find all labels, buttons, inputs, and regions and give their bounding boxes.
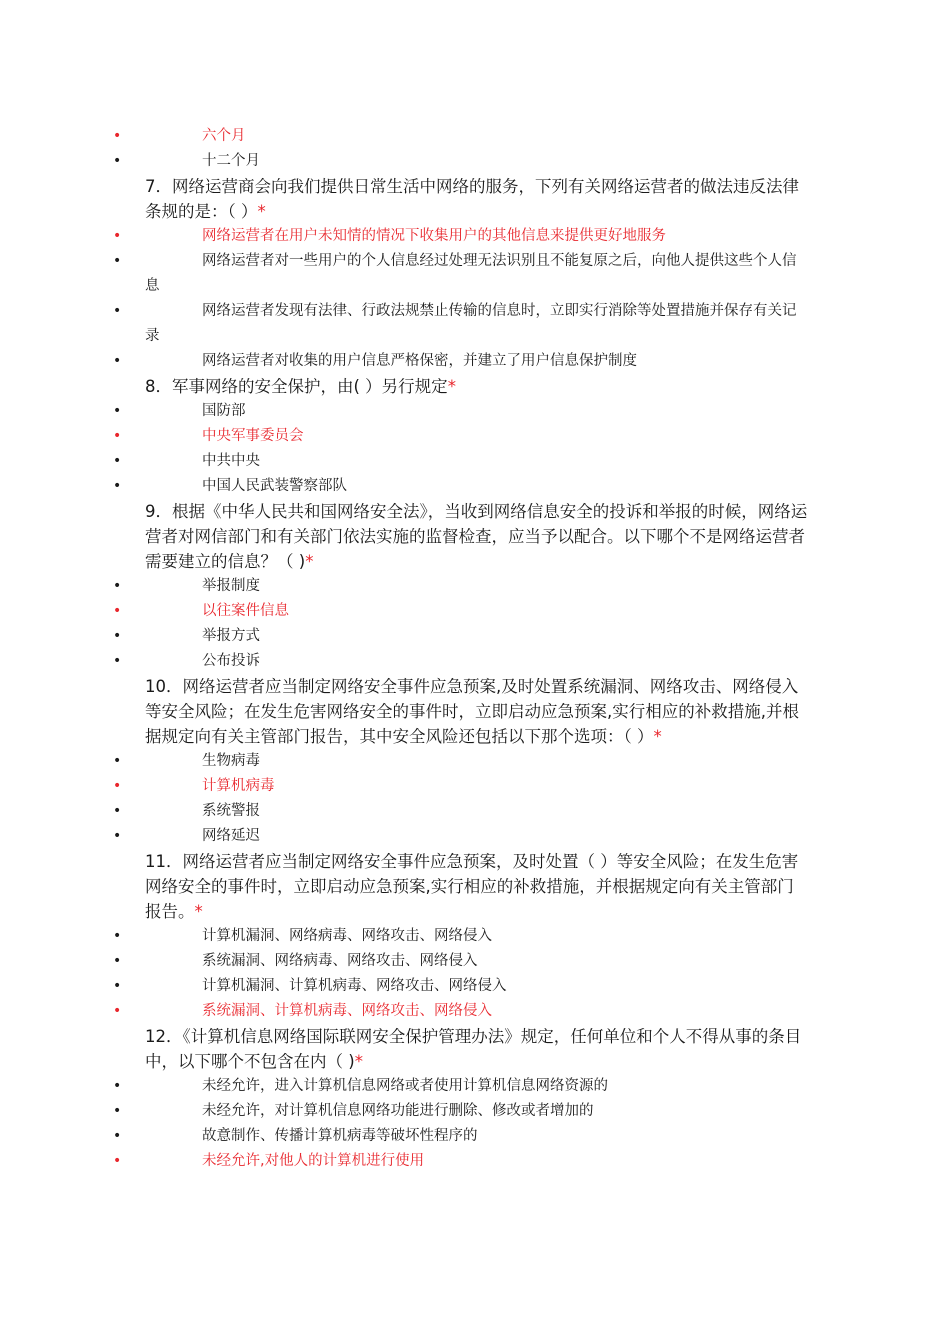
bullet-icon: • — [113, 803, 122, 819]
bullet-icon: • — [113, 303, 122, 319]
option-item — [0, 449, 950, 474]
option-item-correct — [0, 424, 950, 449]
bullet-icon: • — [113, 953, 122, 969]
question-text — [0, 849, 950, 924]
question-text — [0, 1024, 950, 1074]
bullet-icon: • — [113, 453, 122, 469]
bullet-icon: • — [113, 1078, 122, 1094]
bullet-icon: • — [113, 603, 122, 619]
option-item — [0, 624, 950, 649]
option-item — [0, 299, 950, 349]
option-item — [0, 749, 950, 774]
bullet-icon: • — [113, 253, 122, 269]
question-label: 8．军事网络的安全保护，由( ）另行规定 — [145, 377, 448, 396]
option-item-correct — [0, 774, 950, 799]
question-text — [0, 499, 950, 574]
bullet-icon: • — [113, 1153, 122, 1169]
option-item — [0, 1124, 950, 1149]
option-label: 举报制度 — [202, 578, 260, 594]
bullet-icon: • — [113, 628, 122, 644]
option-item — [0, 974, 950, 999]
quiz-content — [0, 124, 950, 1174]
option-item — [0, 399, 950, 424]
question-text — [0, 174, 950, 224]
question-text — [0, 674, 950, 749]
option-item — [0, 924, 950, 949]
option-label: 网络运营者在用户未知情的情况下收集用户的其他信息来提供更好地服务 — [202, 228, 666, 244]
option-item — [0, 649, 950, 674]
required-star: * — [653, 727, 662, 746]
bullet-icon: • — [113, 428, 122, 444]
option-item — [0, 824, 950, 849]
bullet-icon: • — [113, 403, 122, 419]
option-label: 故意制作、传播计算机病毒等破坏性程序的 — [202, 1128, 478, 1144]
question-label: 9．根据《中华人民共和国网络安全法》，当收到网络信息安全的投诉和举报的时候，网络运营者对网信部门和有关部门依法实施的监督检查，应当予以配合。以下哪个不是网络运营者需要建立的信息？（ ) — [145, 502, 808, 571]
question-text — [0, 374, 950, 399]
bullet-icon: • — [113, 978, 122, 994]
option-label: 以往案件信息 — [202, 603, 289, 619]
bullet-icon: • — [113, 1103, 122, 1119]
bullet-icon: • — [113, 128, 122, 144]
option-item-correct — [0, 124, 950, 149]
option-item — [0, 474, 950, 499]
bullet-icon: • — [113, 578, 122, 594]
option-item — [0, 349, 950, 374]
question-label: 10．网络运营者应当制定网络安全事件应急预案,及时处置系统漏洞、网络攻击、网络侵入等安全风险；在发生危害网络安全的事件时，立即启动应急预案,实行相应的补救措施,并根据规定向有关主管部门报告，其中安全风险还包括以下那个选项：（ ） — [145, 677, 799, 746]
option-item — [0, 574, 950, 599]
option-item — [0, 249, 950, 299]
question-label: 11．网络运营者应当制定网络安全事件应急预案，及时处置（ ）等安全风险；在发生危害网络安全的事件时，立即启动应急预案,实行相应的补救措施，并根据规定向有关主管部门报告。 — [145, 852, 799, 921]
option-label: 十二个月 — [202, 153, 260, 169]
option-label: 中央军事委员会 — [202, 428, 304, 444]
bullet-icon: • — [113, 1128, 122, 1144]
option-label: 举报方式 — [202, 628, 260, 644]
bullet-icon: • — [113, 1003, 122, 1019]
option-label: 生物病毒 — [202, 753, 260, 769]
option-label: 国防部 — [202, 403, 246, 419]
required-star: * — [257, 202, 266, 221]
question-label: 12．《计算机信息网络国际联网安全保护管理办法》规定，任何单位和个人不得从事的条目中，以下哪个不包含在内（ ) — [145, 1027, 802, 1071]
option-label: 网络运营者对收集的用户信息严格保密，并建立了用户信息保护制度 — [202, 353, 637, 369]
option-item — [0, 1099, 950, 1124]
option-label: 公布投诉 — [202, 653, 260, 669]
option-item-correct — [0, 1149, 950, 1174]
option-label: 网络运营者发现有法律、行政法规禁止传输的信息时，立即实行消除等处置措施并保存有关记录 — [145, 303, 797, 344]
option-item — [0, 799, 950, 824]
option-label: 计算机病毒 — [202, 778, 275, 794]
bullet-icon: • — [113, 353, 122, 369]
option-label: 未经允许，对计算机信息网络功能进行删除、修改或者增加的 — [202, 1103, 594, 1119]
option-label: 网络运营者对一些用户的个人信息经过处理无法识别且不能复原之后，向他人提供这些个人信息 — [145, 253, 797, 294]
option-item-correct — [0, 999, 950, 1024]
bullet-icon: • — [113, 478, 122, 494]
option-label: 未经允许，进入计算机信息网络或者使用计算机信息网络资源的 — [202, 1078, 608, 1094]
option-label: 系统漏洞、计算机病毒、网络攻击、网络侵入 — [202, 1003, 492, 1019]
bullet-icon: • — [113, 653, 122, 669]
option-label: 网络延迟 — [202, 828, 260, 844]
required-star: * — [194, 902, 203, 921]
option-label: 中国人民武装警察部队 — [202, 478, 347, 494]
required-star: * — [305, 552, 314, 571]
required-star: * — [447, 377, 456, 396]
option-item — [0, 949, 950, 974]
bullet-icon: • — [113, 928, 122, 944]
option-item — [0, 1074, 950, 1099]
option-label: 中共中央 — [202, 453, 260, 469]
option-item-correct — [0, 599, 950, 624]
option-label: 系统警报 — [202, 803, 260, 819]
option-label: 六个月 — [202, 128, 246, 144]
option-label: 系统漏洞、网络病毒、网络攻击、网络侵入 — [202, 953, 478, 969]
bullet-icon: • — [113, 753, 122, 769]
question-label: 7．网络运营商会向我们提供日常生活中网络的服务，下列有关网络运营者的做法违反法律条规的是：（ ） — [145, 177, 799, 221]
option-label: 计算机漏洞、计算机病毒、网络攻击、网络侵入 — [202, 978, 507, 994]
bullet-icon: • — [113, 228, 122, 244]
option-label: 未经允许,对他人的计算机进行使用 — [202, 1153, 425, 1169]
bullet-icon: • — [113, 778, 122, 794]
bullet-icon: • — [113, 828, 122, 844]
required-star: * — [354, 1052, 363, 1071]
option-item — [0, 149, 950, 174]
option-item-correct — [0, 224, 950, 249]
option-label: 计算机漏洞、网络病毒、网络攻击、网络侵入 — [202, 928, 492, 944]
bullet-icon: • — [113, 153, 122, 169]
